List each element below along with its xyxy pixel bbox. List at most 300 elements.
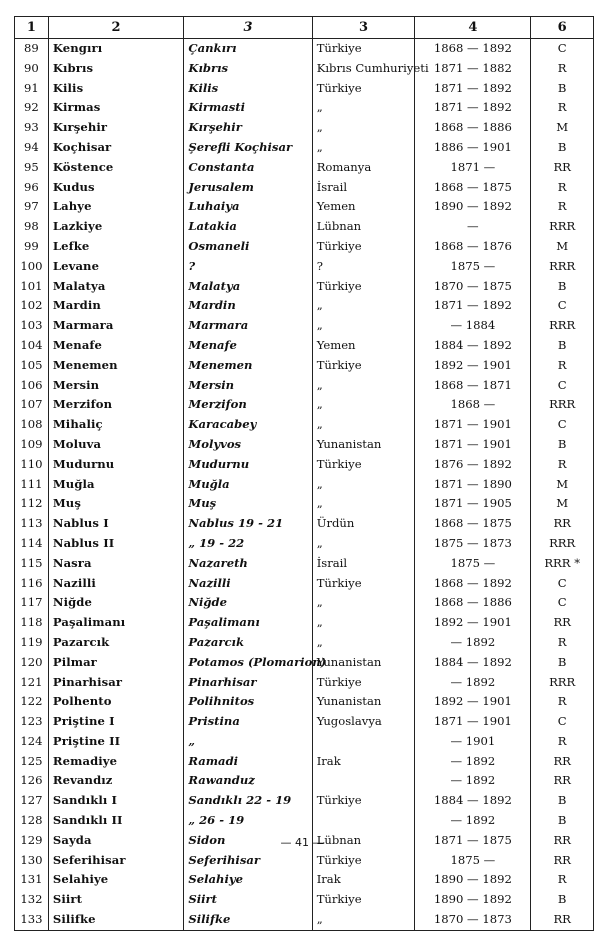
column-header-2: 2: [48, 17, 184, 39]
row-number-cell: 131: [15, 870, 49, 890]
row-number-cell: 102: [15, 296, 49, 316]
date-range-cell: — 1892: [415, 673, 531, 693]
rarity-cell: RRR: [531, 395, 594, 415]
place-ottoman-name-cell: Selahiye: [48, 870, 184, 890]
country-cell: „: [312, 633, 415, 653]
table-row: [15, 514, 594, 534]
place-ottoman-name-cell: Nasra: [48, 554, 184, 574]
row-number-cell: 125: [15, 752, 49, 772]
table-row: [15, 197, 594, 217]
place-modern-name-cell: „ 19 - 22: [184, 534, 312, 554]
place-modern-name-cell: ?: [184, 257, 312, 277]
country-cell: Yugoslavya: [312, 712, 415, 732]
row-number-cell: 133: [15, 910, 49, 930]
row-number-cell: 126: [15, 771, 49, 791]
place-modern-name-cell: Şerefli Koçhisar: [184, 138, 312, 158]
country-cell: „: [312, 138, 415, 158]
table-row: [15, 554, 594, 574]
rarity-cell: B: [531, 138, 594, 158]
column-header-3: 3: [184, 17, 312, 39]
rarity-cell: RRR *: [531, 554, 594, 574]
date-range-cell: 1870 — 1875: [415, 277, 531, 297]
date-range-cell: 1871 — 1901: [415, 712, 531, 732]
row-number-cell: 95: [15, 158, 49, 178]
rarity-cell: B: [531, 435, 594, 455]
place-modern-name-cell: Muğla: [184, 475, 312, 495]
date-range-cell: 1868 — 1871: [415, 376, 531, 396]
place-modern-name-cell: Silifke: [184, 910, 312, 930]
rarity-cell: B: [531, 653, 594, 673]
table-row: [15, 217, 594, 237]
place-modern-name-cell: Malatya: [184, 277, 312, 297]
country-cell: ?: [312, 257, 415, 277]
date-range-cell: 1871 — 1892: [415, 79, 531, 99]
country-cell: [312, 771, 415, 791]
row-number-cell: 120: [15, 653, 49, 673]
place-ottoman-name-cell: Lefke: [48, 237, 184, 257]
row-number-cell: 108: [15, 415, 49, 435]
table-header-row: [15, 17, 594, 39]
place-modern-name-cell: Constanta: [184, 158, 312, 178]
date-range-cell: — 1892: [415, 633, 531, 653]
row-number-cell: 113: [15, 514, 49, 534]
rarity-cell: C: [531, 574, 594, 594]
place-ottoman-name-cell: Priştine II: [48, 732, 184, 752]
country-cell: Romanya: [312, 158, 415, 178]
date-range-cell: 1868 — 1892: [415, 574, 531, 594]
rarity-cell: M: [531, 494, 594, 514]
date-range-cell: 1871 — 1892: [415, 98, 531, 118]
row-number-cell: 94: [15, 138, 49, 158]
country-cell: „: [312, 376, 415, 396]
place-ottoman-name-cell: Mihaliç: [48, 415, 184, 435]
place-modern-name-cell: Pinarhisar: [184, 673, 312, 693]
place-ottoman-name-cell: Sayda: [48, 831, 184, 851]
place-modern-name-cell: „ 26 - 19: [184, 811, 312, 831]
rarity-cell: C: [531, 376, 594, 396]
rarity-cell: B: [531, 79, 594, 99]
country-cell: [312, 732, 415, 752]
country-cell: Ürdün: [312, 514, 415, 534]
country-cell: „: [312, 316, 415, 336]
country-cell: [312, 811, 415, 831]
place-modern-name-cell: Mersin: [184, 376, 312, 396]
country-cell: „: [312, 118, 415, 138]
place-modern-name-cell: Potamos (Plomarion): [184, 653, 312, 673]
date-range-cell: 1875 — 1873: [415, 534, 531, 554]
table-row: [15, 494, 594, 514]
place-modern-name-cell: Sidon: [184, 831, 312, 851]
rarity-cell: R: [531, 692, 594, 712]
rarity-cell: B: [531, 277, 594, 297]
table-row: [15, 415, 594, 435]
date-range-cell: 1871 — 1905: [415, 494, 531, 514]
rarity-cell: B: [531, 811, 594, 831]
row-number-cell: 132: [15, 890, 49, 910]
place-ottoman-name-cell: Pinarhisar: [48, 673, 184, 693]
table-row: [15, 870, 594, 890]
table-row: [15, 158, 594, 178]
country-cell: İsrail: [312, 554, 415, 574]
place-modern-name-cell: Seferihisar: [184, 851, 312, 871]
table-row: [15, 890, 594, 910]
place-modern-name-cell: Mudurnu: [184, 455, 312, 475]
table-row: [15, 39, 594, 59]
place-modern-name-cell: Pazarcık: [184, 633, 312, 653]
row-number-cell: 115: [15, 554, 49, 574]
date-range-cell: 1871 — 1890: [415, 475, 531, 495]
row-number-cell: 99: [15, 237, 49, 257]
rarity-cell: C: [531, 296, 594, 316]
place-modern-name-cell: Latakia: [184, 217, 312, 237]
table-row: [15, 771, 594, 791]
rarity-cell: R: [531, 98, 594, 118]
country-cell: Lübnan: [312, 831, 415, 851]
row-number-cell: 90: [15, 59, 49, 79]
rarity-cell: RR: [531, 771, 594, 791]
place-ottoman-name-cell: Niğde: [48, 593, 184, 613]
date-range-cell: 1884 — 1892: [415, 791, 531, 811]
table-row: [15, 692, 594, 712]
row-number-cell: 114: [15, 534, 49, 554]
table-row: [15, 455, 594, 475]
row-number-cell: 107: [15, 395, 49, 415]
row-number-cell: 97: [15, 197, 49, 217]
place-ottoman-name-cell: Mardin: [48, 296, 184, 316]
row-number-cell: 89: [15, 39, 49, 59]
table-row: [15, 98, 594, 118]
rarity-cell: RRR: [531, 217, 594, 237]
date-range-cell: 1884 — 1892: [415, 653, 531, 673]
table-row: [15, 336, 594, 356]
date-range-cell: 1890 — 1892: [415, 890, 531, 910]
row-number-cell: 129: [15, 831, 49, 851]
date-range-cell: 1875 —: [415, 554, 531, 574]
country-cell: „: [312, 475, 415, 495]
place-modern-name-cell: Kirmasti: [184, 98, 312, 118]
table-row: [15, 851, 594, 871]
place-modern-name-cell: Niğde: [184, 593, 312, 613]
row-number-cell: 118: [15, 613, 49, 633]
place-ottoman-name-cell: Malatya: [48, 277, 184, 297]
row-number-cell: 117: [15, 593, 49, 613]
country-cell: Türkiye: [312, 79, 415, 99]
country-cell: İsrail: [312, 178, 415, 198]
country-cell: Türkiye: [312, 851, 415, 871]
table-row: [15, 316, 594, 336]
row-number-cell: 92: [15, 98, 49, 118]
country-cell: „: [312, 534, 415, 554]
row-number-cell: 128: [15, 811, 49, 831]
date-range-cell: — 1892: [415, 811, 531, 831]
date-range-cell: 1890 — 1892: [415, 870, 531, 890]
place-ottoman-name-cell: Pazarcık: [48, 633, 184, 653]
date-range-cell: 1892 — 1901: [415, 613, 531, 633]
table-row: [15, 811, 594, 831]
place-ottoman-name-cell: Muş: [48, 494, 184, 514]
country-cell: „: [312, 395, 415, 415]
place-ottoman-name-cell: Sandıklı II: [48, 811, 184, 831]
row-number-cell: 106: [15, 376, 49, 396]
row-number-cell: 124: [15, 732, 49, 752]
date-range-cell: 1868 — 1892: [415, 39, 531, 59]
country-cell: Irak: [312, 870, 415, 890]
table-row: [15, 712, 594, 732]
rarity-cell: RRR: [531, 257, 594, 277]
country-cell: Kıbrıs Cumhuriyeti: [312, 59, 415, 79]
place-modern-name-cell: Paşalimanı: [184, 613, 312, 633]
table-row: [15, 593, 594, 613]
date-range-cell: — 1892: [415, 752, 531, 772]
table-row: [15, 79, 594, 99]
country-cell: Yemen: [312, 197, 415, 217]
row-number-cell: 93: [15, 118, 49, 138]
row-number-cell: 119: [15, 633, 49, 653]
date-range-cell: — 1901: [415, 732, 531, 752]
column-header-4: 4: [415, 17, 531, 39]
table-row: [15, 257, 594, 277]
rarity-cell: R: [531, 178, 594, 198]
place-modern-name-cell: Nazareth: [184, 554, 312, 574]
place-modern-name-cell: Kıbrıs: [184, 59, 312, 79]
country-cell: Türkiye: [312, 890, 415, 910]
table-row: [15, 752, 594, 772]
row-number-cell: 116: [15, 574, 49, 594]
place-ottoman-name-cell: Mudurnu: [48, 455, 184, 475]
row-number-cell: 105: [15, 356, 49, 376]
place-ottoman-name-cell: Marmara: [48, 316, 184, 336]
place-ottoman-name-cell: Remadiye: [48, 752, 184, 772]
date-range-cell: 1871 — 1882: [415, 59, 531, 79]
date-range-cell: 1868 — 1886: [415, 118, 531, 138]
place-ottoman-name-cell: Menemen: [48, 356, 184, 376]
place-ottoman-name-cell: Moluva: [48, 435, 184, 455]
rarity-cell: B: [531, 336, 594, 356]
row-number-cell: 96: [15, 178, 49, 198]
date-range-cell: — 1884: [415, 316, 531, 336]
row-number-cell: 111: [15, 475, 49, 495]
place-modern-name-cell: „: [184, 732, 312, 752]
date-range-cell: 1871 —: [415, 158, 531, 178]
place-ottoman-name-cell: Polhento: [48, 692, 184, 712]
place-modern-name-cell: Molyvos: [184, 435, 312, 455]
rarity-cell: RR: [531, 831, 594, 851]
date-range-cell: 1868 — 1875: [415, 514, 531, 534]
rarity-cell: R: [531, 197, 594, 217]
table-row: [15, 178, 594, 198]
table-row: [15, 534, 594, 554]
place-modern-name-cell: Marmara: [184, 316, 312, 336]
country-cell: „: [312, 613, 415, 633]
table-row: [15, 732, 594, 752]
place-ottoman-name-cell: Mersin: [48, 376, 184, 396]
row-number-cell: 121: [15, 673, 49, 693]
place-ottoman-name-cell: Kilis: [48, 79, 184, 99]
column-header-1: 1: [15, 17, 49, 39]
table-row: [15, 574, 594, 594]
place-modern-name-cell: Nazilli: [184, 574, 312, 594]
country-cell: Yunanistan: [312, 692, 415, 712]
country-cell: „: [312, 910, 415, 930]
row-number-cell: 101: [15, 277, 49, 297]
place-ottoman-name-cell: Seferihisar: [48, 851, 184, 871]
date-range-cell: 1868 —: [415, 395, 531, 415]
date-range-cell: 1871 — 1901: [415, 435, 531, 455]
place-ottoman-name-cell: Lahye: [48, 197, 184, 217]
place-ottoman-name-cell: Kengırı: [48, 39, 184, 59]
date-range-cell: 1870 — 1873: [415, 910, 531, 930]
row-number-cell: 130: [15, 851, 49, 871]
table-row: [15, 277, 594, 297]
place-ottoman-name-cell: Revandız: [48, 771, 184, 791]
table-row: [15, 118, 594, 138]
place-ottoman-name-cell: Merzifon: [48, 395, 184, 415]
table-row: [15, 613, 594, 633]
place-modern-name-cell: Ramadi: [184, 752, 312, 772]
table-row: [15, 376, 594, 396]
place-modern-name-cell: Polihnitos: [184, 692, 312, 712]
rarity-cell: RR: [531, 514, 594, 534]
country-cell: „: [312, 415, 415, 435]
place-modern-name-cell: Sandıklı 22 - 19: [184, 791, 312, 811]
place-modern-name-cell: Mardin: [184, 296, 312, 316]
rarity-cell: RRR: [531, 673, 594, 693]
country-cell: „: [312, 494, 415, 514]
country-cell: Türkiye: [312, 673, 415, 693]
table-row: [15, 138, 594, 158]
rarity-cell: RR: [531, 910, 594, 930]
rarity-cell: M: [531, 237, 594, 257]
catalog-table: [14, 16, 594, 931]
country-cell: Yemen: [312, 336, 415, 356]
rarity-cell: R: [531, 356, 594, 376]
rarity-cell: C: [531, 415, 594, 435]
table-row: [15, 356, 594, 376]
rarity-cell: C: [531, 593, 594, 613]
row-number-cell: 112: [15, 494, 49, 514]
country-cell: Türkiye: [312, 574, 415, 594]
row-number-cell: 110: [15, 455, 49, 475]
place-modern-name-cell: Osmaneli: [184, 237, 312, 257]
place-ottoman-name-cell: Nablus I: [48, 514, 184, 534]
row-number-cell: 100: [15, 257, 49, 277]
row-number-cell: 103: [15, 316, 49, 336]
rarity-cell: RRR: [531, 316, 594, 336]
table-row: [15, 59, 594, 79]
column-header-3b: 3: [312, 17, 415, 39]
place-modern-name-cell: Çankırı: [184, 39, 312, 59]
rarity-cell: M: [531, 475, 594, 495]
date-range-cell: 1871 — 1892: [415, 296, 531, 316]
table-row: [15, 237, 594, 257]
place-ottoman-name-cell: Koçhisar: [48, 138, 184, 158]
date-range-cell: 1871 — 1901: [415, 415, 531, 435]
place-modern-name-cell: Merzifon: [184, 395, 312, 415]
place-modern-name-cell: Muş: [184, 494, 312, 514]
table-row: [15, 395, 594, 415]
place-ottoman-name-cell: Menafe: [48, 336, 184, 356]
date-range-cell: 1871 — 1875: [415, 831, 531, 851]
rarity-cell: R: [531, 59, 594, 79]
table-row: [15, 673, 594, 693]
country-cell: „: [312, 593, 415, 613]
place-modern-name-cell: Pristina: [184, 712, 312, 732]
place-modern-name-cell: Kırşehir: [184, 118, 312, 138]
place-ottoman-name-cell: Levane: [48, 257, 184, 277]
date-range-cell: 1875 —: [415, 257, 531, 277]
place-modern-name-cell: Kilis: [184, 79, 312, 99]
place-modern-name-cell: Siirt: [184, 890, 312, 910]
table-row: [15, 296, 594, 316]
table-body: [15, 39, 594, 931]
country-cell: Türkiye: [312, 39, 415, 59]
country-cell: Türkiye: [312, 237, 415, 257]
place-modern-name-cell: Karacabey: [184, 415, 312, 435]
place-ottoman-name-cell: Lazkiye: [48, 217, 184, 237]
date-range-cell: 1884 — 1892: [415, 336, 531, 356]
row-number-cell: 127: [15, 791, 49, 811]
row-number-cell: 98: [15, 217, 49, 237]
rarity-cell: RR: [531, 752, 594, 772]
date-range-cell: 1868 — 1886: [415, 593, 531, 613]
table-row: [15, 633, 594, 653]
date-range-cell: 1875 —: [415, 851, 531, 871]
row-number-cell: 123: [15, 712, 49, 732]
rarity-cell: R: [531, 870, 594, 890]
date-range-cell: —: [415, 217, 531, 237]
rarity-cell: R: [531, 455, 594, 475]
country-cell: Lübnan: [312, 217, 415, 237]
table-row: [15, 435, 594, 455]
rarity-cell: RRR: [531, 534, 594, 554]
country-cell: Yunanistan: [312, 653, 415, 673]
rarity-cell: R: [531, 633, 594, 653]
table-row: [15, 653, 594, 673]
rarity-cell: C: [531, 39, 594, 59]
country-cell: Türkiye: [312, 455, 415, 475]
date-range-cell: 1892 — 1901: [415, 356, 531, 376]
place-ottoman-name-cell: Kudus: [48, 178, 184, 198]
rarity-cell: RR: [531, 158, 594, 178]
rarity-cell: RR: [531, 613, 594, 633]
country-cell: „: [312, 296, 415, 316]
place-ottoman-name-cell: Sandıklı I: [48, 791, 184, 811]
date-range-cell: — 1892: [415, 771, 531, 791]
row-number-cell: 91: [15, 79, 49, 99]
place-ottoman-name-cell: Kirmas: [48, 98, 184, 118]
rarity-cell: RR: [531, 851, 594, 871]
page-number: — 41 —: [280, 836, 324, 849]
place-ottoman-name-cell: Paşalimanı: [48, 613, 184, 633]
place-ottoman-name-cell: Muğla: [48, 475, 184, 495]
place-ottoman-name-cell: Siirt: [48, 890, 184, 910]
country-cell: Türkiye: [312, 791, 415, 811]
place-ottoman-name-cell: Kırşehir: [48, 118, 184, 138]
country-cell: „: [312, 98, 415, 118]
place-ottoman-name-cell: Priştine I: [48, 712, 184, 732]
table-row: [15, 475, 594, 495]
column-header-6: 6: [531, 17, 594, 39]
row-number-cell: 109: [15, 435, 49, 455]
country-cell: Irak: [312, 752, 415, 772]
date-range-cell: 1890 — 1892: [415, 197, 531, 217]
place-modern-name-cell: Luhaiya: [184, 197, 312, 217]
place-modern-name-cell: Selahiye: [184, 870, 312, 890]
place-modern-name-cell: Menafe: [184, 336, 312, 356]
rarity-cell: B: [531, 791, 594, 811]
date-range-cell: 1868 — 1875: [415, 178, 531, 198]
rarity-cell: M: [531, 118, 594, 138]
